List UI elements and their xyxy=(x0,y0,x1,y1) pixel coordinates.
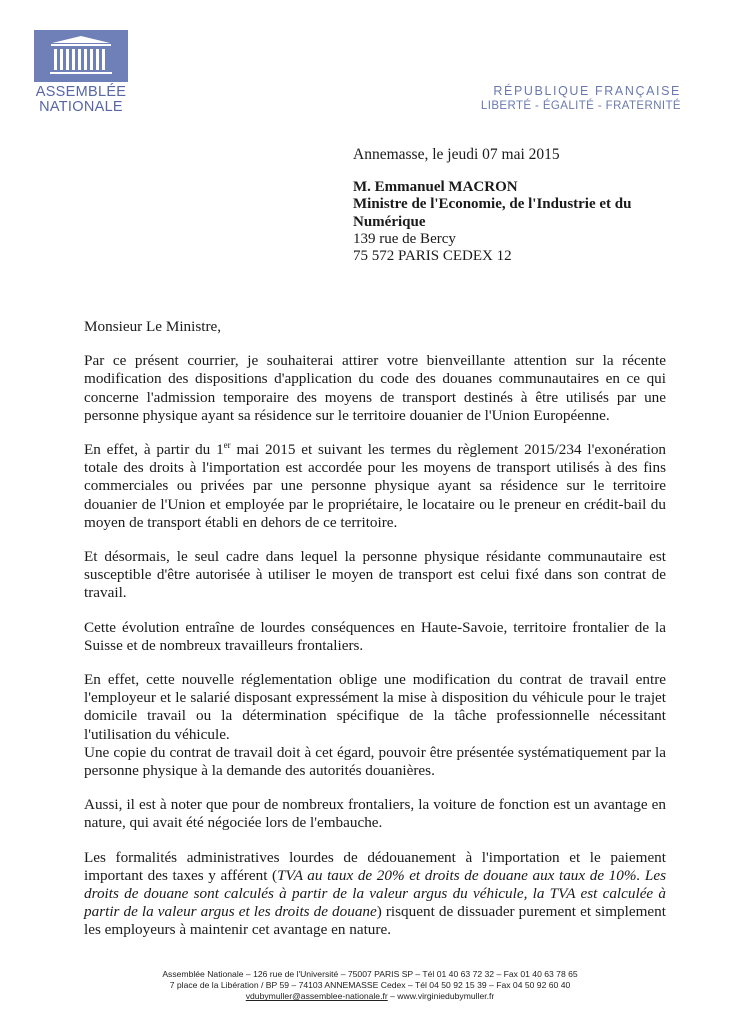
paragraph-5: En effet, cette nouvelle réglementation oblige une modification du contrat de travail entre l'employeur et le salarié disposant expressément la mise à disposition du véhicule pour le trajet domicile travail ou la détermination spécifique de la tâche professionnelle nécessitant l'utilisation du véhicule. xyxy=(84,671,666,743)
letter-date: Annemasse, le jeudi 07 mai 2015 xyxy=(353,146,560,163)
logo-line-2: NATIONALE xyxy=(39,99,123,115)
paragraph-2-start: En effet, à partir du 1 xyxy=(84,441,224,459)
salutation: Monsieur Le Ministre, xyxy=(84,318,222,335)
paragraph-8-end: ) risquent de dissuader purement et simplement les employeurs à maintenir cet avantage en nature. xyxy=(84,903,666,939)
republic-motto: LIBERTÉ - ÉGALITÉ - FRATERNITÉ xyxy=(480,100,681,112)
paragraph-6: Une copie du contrat de travail doit à cet égard, pouvoir être présentée systématiquement par la personne physique à la demande des autorités douanières. xyxy=(84,743,666,780)
recipient-street: 139 rue de Bercy xyxy=(353,230,456,247)
paragraph-8-start: Les formalités administratives lourdes de dédouanement à l'importation et le paiement important des taxes y afférent ( xyxy=(84,848,666,884)
paragraph-8-italic: TVA au taux de 20% et droits de douane aux taux de 10%. Les droits de douane sont calculés à partir de la valeur argus du véhicule, la TVA est calculée à partir de la valeur argus et les droits de douane xyxy=(84,866,667,921)
paragraph-2 xyxy=(84,441,666,532)
footer-address-paris: Assemblée Nationale – 126 rue de l'Université – 75007 PARIS SP – Tél 01 40 63 72 32 – Fax 01 40 63 78 65 xyxy=(162,969,578,979)
recipient-title-2: Numérique xyxy=(353,213,426,230)
footer-email-link[interactable]: vdubymuller@assemblee-nationale.fr xyxy=(245,991,388,1002)
footer-website-link[interactable]: www.virginiedubymuller.fr xyxy=(397,991,495,1002)
republic-header xyxy=(481,84,681,112)
letter-body xyxy=(84,318,666,956)
logo-line-1: ASSEMBLÉE xyxy=(35,84,127,100)
letter-footer xyxy=(90,969,650,1003)
republic-name: RÉPUBLIQUE FRANÇAISE xyxy=(493,84,681,98)
logo-wordmark xyxy=(34,85,128,115)
recipient-title-1: Ministre de l'Economie, de l'Industrie et du xyxy=(353,196,632,213)
paragraph-1: Par ce présent courrier, je souhaiterai attirer votre bienveillante attention sur la récente modification des dispositions d'application du code des douanes communautaires en ce qui concerne l'admission temporaire des moyens de transport destinés à être utilisés par une personne physique ayant sa résidence sur le territoire douanier de l'Union Européenne. xyxy=(84,352,666,424)
recipient-address xyxy=(353,179,683,265)
ordinal-superscript: er xyxy=(223,439,231,450)
footer-contact xyxy=(90,991,650,1002)
assemblee-building-logo-icon xyxy=(34,30,128,82)
paragraph-4: Cette évolution entraîne de lourdes conséquences en Haute-Savoie, territoire frontalier de la Suisse et de nombreux travailleurs frontaliers. xyxy=(84,618,666,654)
paragraph-2-rest: mai 2015 et suivant les termes du règlement 2015/234 l'exonération totale des droits à l'importation est accordée pour les moyens de transport utilisés à des fins commerciales ou privées par une personne physique ayant sa résidence sur le territoire douanier de l'Union et employée par le propriétaire, le locataire ou le preneur en crédit-bail du moyen de transport établi en dehors de ce territoire. xyxy=(84,441,667,531)
recipient-city: 75 572 PARIS CEDEX 12 xyxy=(353,248,512,265)
paragraph-3: Et désormais, le seul cadre dans lequel la personne physique résidante communautaire est susceptible d'être autorisée à utiliser le moyen de transport est celui fixé dans son contrat de travail. xyxy=(84,548,666,602)
footer-address-annemasse: 7 place de la Libération / BP 59 – 74103 ANNEMASSE Cedex – Tél 04 50 92 15 39 – Fax 04 50 92 60 40 xyxy=(169,980,571,991)
recipient-name: M. Emmanuel MACRON xyxy=(353,179,518,195)
assemblee-nationale-logo xyxy=(34,30,128,116)
paragraph-8 xyxy=(84,849,666,940)
paragraph-7: Aussi, il est à noter que pour de nombreux frontaliers, la voiture de fonction est un avantage en nature, qui avait été négociée lors de l'embauche. xyxy=(84,796,666,832)
footer-separator: – xyxy=(387,991,398,1002)
